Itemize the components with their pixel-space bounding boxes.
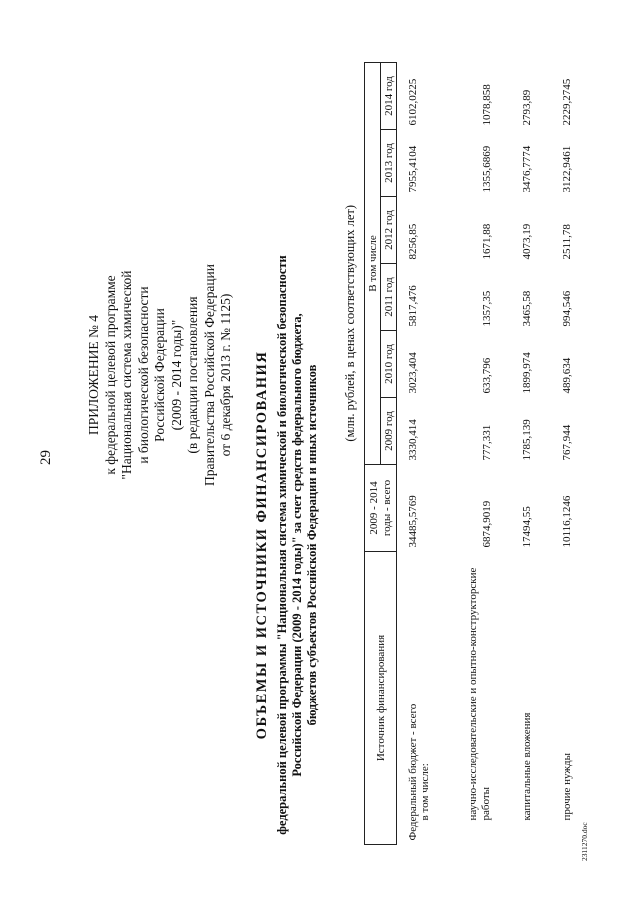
- row-value: 2793,89: [521, 89, 533, 126]
- row-value: 1355,6869: [481, 145, 493, 193]
- appendix-line: Правительства Российской Федерации: [201, 264, 217, 486]
- row-value: [419, 130, 453, 197]
- row-value: 6102,0225: [407, 78, 419, 126]
- row-value: 767,944: [561, 424, 573, 461]
- row-total: 17494,55: [521, 506, 533, 548]
- row-value: 3465,58: [521, 290, 533, 327]
- header-year: 2010 год: [381, 331, 397, 398]
- appendix-line: "Национальная система химической: [119, 270, 134, 480]
- header-year: 2009 год: [381, 398, 397, 465]
- title-sub-line: Российской Федерации (2009 - 2014 годы)" за счет средств федерального бюджета,: [290, 313, 304, 777]
- table-row: [453, 63, 493, 845]
- row-value: 3122,9461: [561, 145, 573, 193]
- row-value: 1078,858: [481, 84, 493, 126]
- appendix-line: от 6 декабря 2013 г. № 1125): [218, 293, 233, 457]
- row-total: 10116,1246: [561, 495, 573, 548]
- row-value: [419, 398, 453, 465]
- row-value: 7955,4104: [407, 145, 419, 193]
- row-value: 3476,7774: [521, 145, 533, 193]
- appendix-line: (2009 - 2014 годы)": [168, 319, 184, 431]
- header-year: 2014 год: [381, 63, 397, 130]
- appendix-line: и биологической безопасности: [135, 286, 151, 464]
- row-value: 3023,404: [407, 352, 419, 394]
- row-value: 8256,85: [407, 223, 419, 260]
- units-note: (млн. рублей, в ценах соответствующих лет): [343, 205, 357, 442]
- row-value: 994,546: [561, 290, 573, 327]
- header-source: Источник финансирования: [365, 552, 397, 845]
- row-value: 2229,2745: [561, 78, 573, 126]
- row-label: в том числе:: [419, 763, 431, 821]
- row-label: научно-исследовательские и опытно-конструкторские работы: [467, 567, 492, 821]
- financing-table: [364, 62, 573, 845]
- row-value: [419, 264, 453, 331]
- header-year: 2012 год: [381, 197, 397, 264]
- row-label: капитальные вложения: [521, 712, 533, 821]
- row-value: [419, 331, 453, 398]
- table-row: [397, 63, 420, 845]
- appendix-header: [86, 205, 235, 545]
- row-value: 4073,19: [521, 223, 533, 260]
- row-value: 3330,414: [407, 419, 419, 461]
- row-value: 1785,139: [521, 419, 533, 461]
- row-value: 1899,974: [521, 352, 533, 394]
- table-row: [419, 63, 453, 845]
- title-main: ОБЪЕМЫ И ИСТОЧНИКИ ФИНАНСИРОВАНИЯ: [254, 350, 270, 740]
- header-year: 2013 год: [381, 130, 397, 197]
- row-total: 34485,5769: [407, 495, 419, 548]
- document-title: [254, 245, 320, 845]
- row-value: 2511,78: [561, 224, 573, 260]
- row-total: 6874,9019: [481, 500, 493, 548]
- row-total: [419, 465, 453, 552]
- page-number: 29: [38, 450, 54, 465]
- row-value: 1671,88: [481, 223, 493, 260]
- appendix-line: Российской Федерации: [152, 308, 167, 442]
- row-value: 777,331: [481, 424, 493, 461]
- row-value: 5817,476: [407, 285, 419, 327]
- appendix-line: к федеральной целевой программе: [102, 275, 118, 475]
- title-sub-line: бюджетов субъектов Российской Федерации и иных источников: [305, 364, 319, 726]
- title-sub-line: федеральной целевой программы "Национальная система химической и биологической безопасности: [275, 255, 289, 835]
- row-value: [419, 197, 453, 264]
- row-value: 489,634: [561, 357, 573, 394]
- appendix-line: (в редакции постановления: [185, 296, 200, 454]
- row-label: Федеральный бюджет - всего: [407, 703, 419, 841]
- document-id: 2311270.doc: [580, 822, 589, 861]
- header-in-that: В том числе: [365, 63, 381, 465]
- table-row: [533, 63, 573, 845]
- header-year: 2011 год: [381, 264, 397, 331]
- row-label: прочие нужды: [561, 753, 573, 821]
- row-value: [419, 63, 453, 130]
- table-row: [493, 63, 533, 845]
- row-value: 633,796: [481, 357, 493, 394]
- row-value: 1357,35: [481, 290, 493, 327]
- appendix-line: ПРИЛОЖЕНИЕ № 4: [86, 314, 101, 436]
- header-total: 2009 - 2014 годы - всего: [365, 465, 397, 552]
